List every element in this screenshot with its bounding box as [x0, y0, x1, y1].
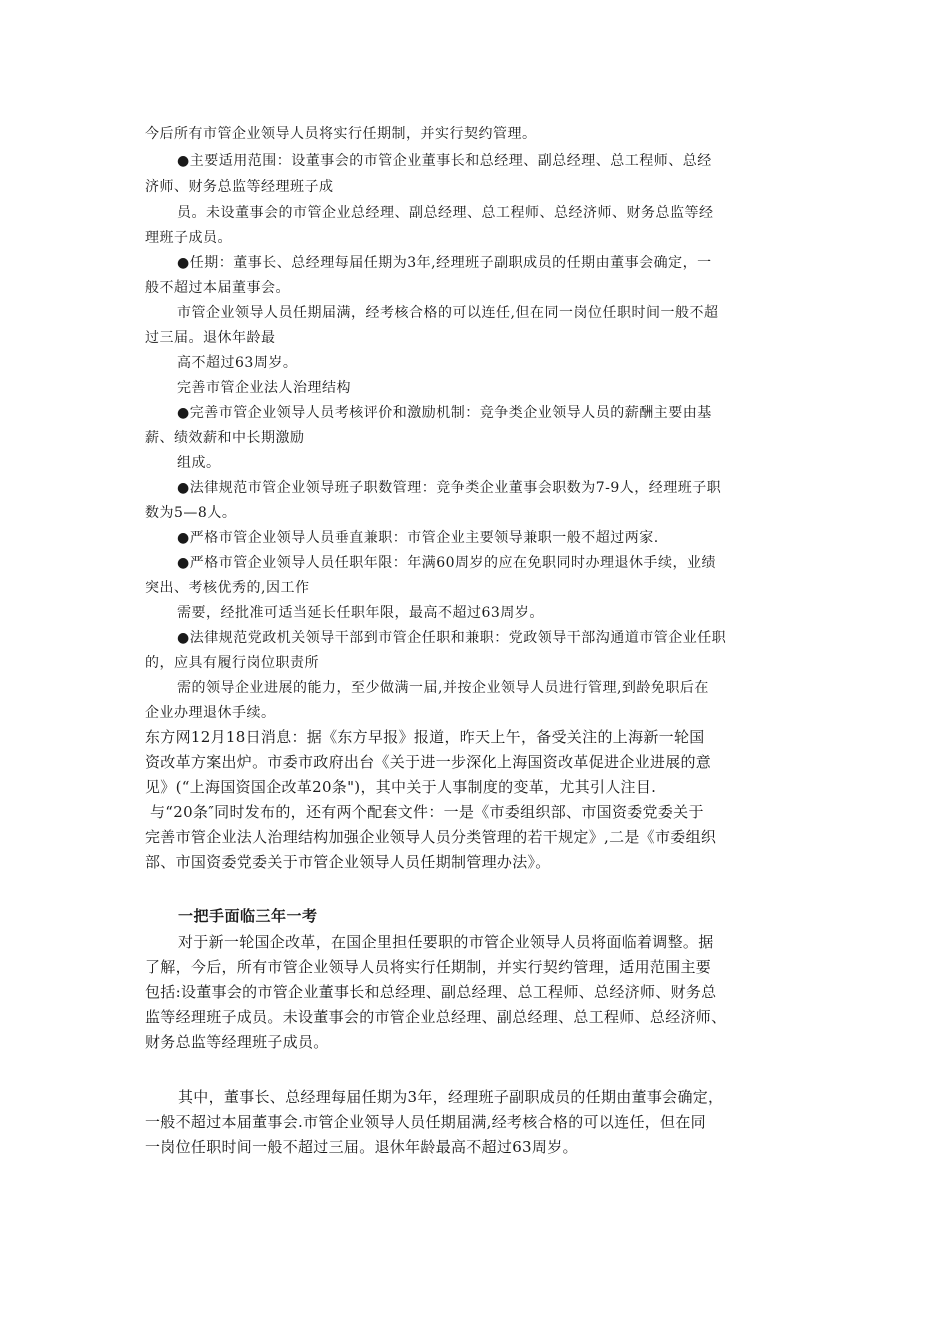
section-heading: 一把手面临三年一考 [178, 907, 318, 925]
text-line: 般不超过本届董事会。 [145, 280, 290, 296]
text-line: 突出、考核优秀的,因工作 [145, 580, 310, 596]
text-line: 济师、财务总监等经理班子成 [145, 179, 334, 195]
section-subtitle: 完善市管企业法人治理结构 [177, 380, 351, 396]
text-line: 一般不超过本届董事会.市管企业领导人员任期届满,经考核合格的可以连任，但在同 [145, 1113, 706, 1131]
text-line: 薪、绩效薪和中长期激励 [145, 430, 305, 446]
text-line: 部、市国资委党委关于市管企业领导人员任期制管理办法》。 [145, 853, 551, 871]
text-line: 完善市管企业法人治理结构加强企业领导人员分类管理的若干规定》,二是《市委组织 [145, 828, 717, 846]
text-line: 资改革方案出炉。市委市政府出台《关于进一步深化上海国资改革促进企业进展的意 [145, 753, 712, 771]
text-line: ●法律规范市管企业领导班子职数管理：竞争类企业董事会职数为7-9人，经理班子职 [177, 480, 722, 496]
text-line: 员。未设董事会的市管企业总经理、副总经理、总工程师、总经济师、财务总监等经 [177, 205, 714, 221]
text-line: 包括:设董事会的市管企业董事长和总经理、副总经理、总工程师、总经济师、财务总 [145, 983, 717, 1001]
text-line: ●法律规范党政机关领导干部到市管企任职和兼职：党政领导干部沟通道市管企业任职 [177, 630, 727, 646]
text-line: 监等经理班子成员。未设董事会的市管企业总经理、副总经理、总工程师、总经济师、 [145, 1008, 727, 1026]
text-line: 过三届。退休年龄最 [145, 330, 276, 346]
text-line: 其中，董事长、总经理每届任期为3年，经理班子副职成员的任期由董事会确定， [178, 1088, 724, 1106]
text-line: 东方网12月18日消息：据《东方早报》报道，昨天上午，备受关注的上海新一轮国 [145, 728, 705, 746]
text-line: 组成。 [177, 455, 221, 471]
text-line: 对于新一轮国企改革，在国企里担任要职的市管企业领导人员将面临着调整。据 [178, 933, 714, 951]
text-line: 需的领导企业进展的能力，至少做满一届,并按企业领导人员进行管理,到龄免职后在 [177, 680, 709, 696]
text-line: ●主要适用范围：设董事会的市管企业董事长和总经理、副总经理、总工程师、总经 [177, 153, 712, 169]
text-line: 了解，今后，所有市管企业领导人员将实行任期制，并实行契约管理，适用范围主要 [145, 958, 712, 976]
text-line: 市管企业领导人员任期届满，经考核合格的可以连任,但在同一岗位任职时间一般不超 [177, 305, 719, 321]
text-line: 的，应具有履行岗位职责所 [145, 655, 319, 671]
text-line: 需要，经批准可适当延长任职年限，最高不超过63周岁。 [177, 605, 544, 621]
text-line: ●严格市管企业领导人员垂直兼职：市管企业主要领导兼职一般不超过两家. [177, 530, 659, 546]
text-line: 今后所有市管企业领导人员将实行任期制，并实行契约管理。 [145, 126, 537, 142]
text-line: 理班子成员。 [145, 230, 232, 246]
text-line: 财务总监等经理班子成员。 [145, 1033, 329, 1051]
text-line: ●任期：董事长、总经理每届任期为3年,经理班子副职成员的任期由董事会确定，一 [177, 255, 712, 271]
text-line: 一岗位任职时间一般不超过三届。退休年龄最高不超过63周岁。 [145, 1138, 578, 1156]
text-line: 数为5—8人。 [145, 505, 237, 521]
text-line: ●严格市管企业领导人员任职年限：年满60周岁的应在免职同时办理退休手续，业绩 [177, 555, 717, 571]
text-line: 企业办理退休手续。 [145, 705, 276, 721]
text-line: 与“20条″同时发布的，还有两个配套文件：一是《市委组织部、市国资委党委关于 [150, 803, 704, 821]
text-line: 高不超过63周岁。 [177, 355, 298, 371]
text-line: 见》(“上海国资国企改革20条")，其中关于人事制度的变革，尤其引人注目. [145, 778, 657, 796]
text-line: ●完善市管企业领导人员考核评价和激励机制：竞争类企业领导人员的薪酬主要由基 [177, 405, 712, 421]
